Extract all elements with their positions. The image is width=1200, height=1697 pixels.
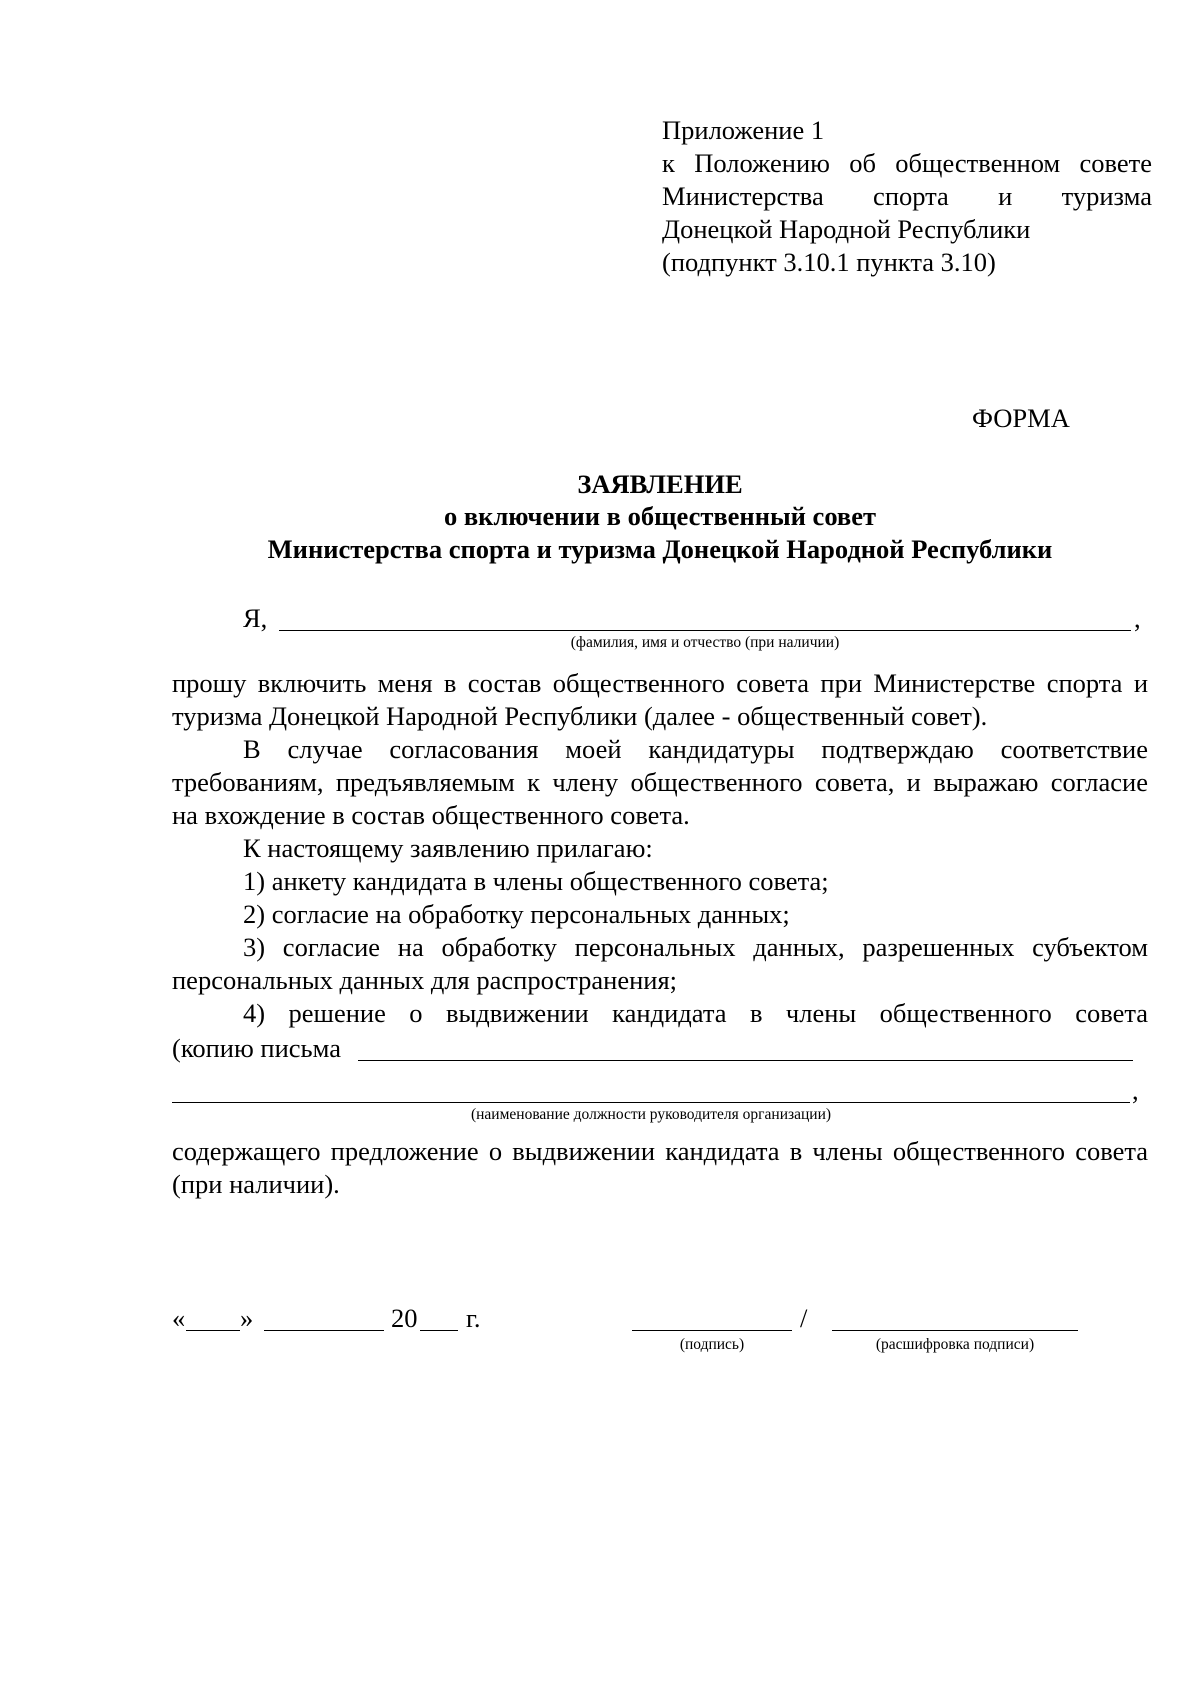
letter-copy-field[interactable] (358, 1060, 1133, 1061)
consent-line-1: В случае согласования моей кандидатуры подтверждаю соответствие (243, 734, 1148, 764)
proposal-line-2: (при наличии). (172, 1169, 340, 1199)
appendix-republic: Донецкой Народной Республики (662, 214, 1031, 244)
signature-caption: (подпись) (679, 1336, 745, 1353)
date-year-prefix: 20 (391, 1303, 418, 1333)
applicant-prefix: Я, (243, 603, 268, 633)
date-quote-open: « (172, 1303, 186, 1333)
date-year-suffix: г. (466, 1303, 481, 1333)
organization-head-caption: (наименование должности руководителя организации) (470, 1106, 832, 1123)
form-label: ФОРМА (972, 403, 1070, 433)
organization-comma: , (1132, 1075, 1139, 1105)
appendix-ministry: Министерства спорта и туризма (662, 181, 1152, 211)
consent-line-2: требованиям, предъявляемым к члену общественного совета, и выражаю согласие (172, 767, 1148, 797)
request-line-1: прошу включить меня в состав общественного совета при Министерстве спорта и (172, 668, 1148, 698)
signature-slash: / (800, 1303, 808, 1333)
proposal-paragraph (172, 1135, 1148, 1201)
appendix-header (662, 114, 1152, 279)
attachment-item-4-line-1: 4) решение о выдвижении кандидата в члены общественного совета (243, 998, 1148, 1028)
appendix-number: Приложение 1 (662, 115, 825, 145)
date-month-field[interactable] (264, 1330, 384, 1331)
attachment-item-3-line-2: персональных данных для распространения; (172, 965, 678, 995)
applicant-comma: , (1134, 603, 1141, 633)
organization-head-field[interactable] (172, 1102, 1130, 1103)
signature-field[interactable] (632, 1330, 792, 1331)
applicant-name-caption: (фамилия, имя и отчество (при наличии) (570, 634, 840, 651)
attachment-item-3-line-1: 3) согласие на обработку персональных данных, разрешенных субъектом (243, 932, 1148, 962)
signature-decode-caption: (расшифровка подписи) (875, 1336, 1035, 1353)
signature-decode-field[interactable] (832, 1330, 1078, 1331)
letter-copy-label: (копию письма (172, 1033, 341, 1063)
document-subtitle-ministry: Министерства спорта и туризма Донецкой Народной Республики (267, 534, 1053, 564)
document-subtitle: о включении в общественный совет (443, 501, 876, 531)
request-paragraph (172, 667, 1148, 1030)
proposal-line-1: содержащего предложение о выдвижении кандидата в члены общественного совета (172, 1136, 1148, 1166)
consent-line-3: на вхождение в состав общественного совета. (172, 800, 690, 830)
request-line-2: туризма Донецкой Народной Республики (далее - общественный совет). (172, 701, 988, 731)
attachment-item-1: 1) анкету кандидата в члены общественного совета; (243, 866, 829, 896)
attachment-item-2: 2) согласие на обработку персональных данных; (243, 899, 790, 929)
date-year-field[interactable] (420, 1330, 458, 1331)
appendix-regulation: к Положению об общественном совете (662, 148, 1152, 178)
document-title: ЗАЯВЛЕНИЕ (577, 469, 743, 499)
appendix-subclause: (подпункт 3.10.1 пункта 3.10) (662, 247, 996, 277)
applicant-name-field[interactable] (279, 630, 1131, 631)
date-quote-close: » (240, 1303, 254, 1333)
date-day-field[interactable] (186, 1330, 240, 1331)
attachments-intro: К настоящему заявлению прилагаю: (243, 833, 653, 863)
